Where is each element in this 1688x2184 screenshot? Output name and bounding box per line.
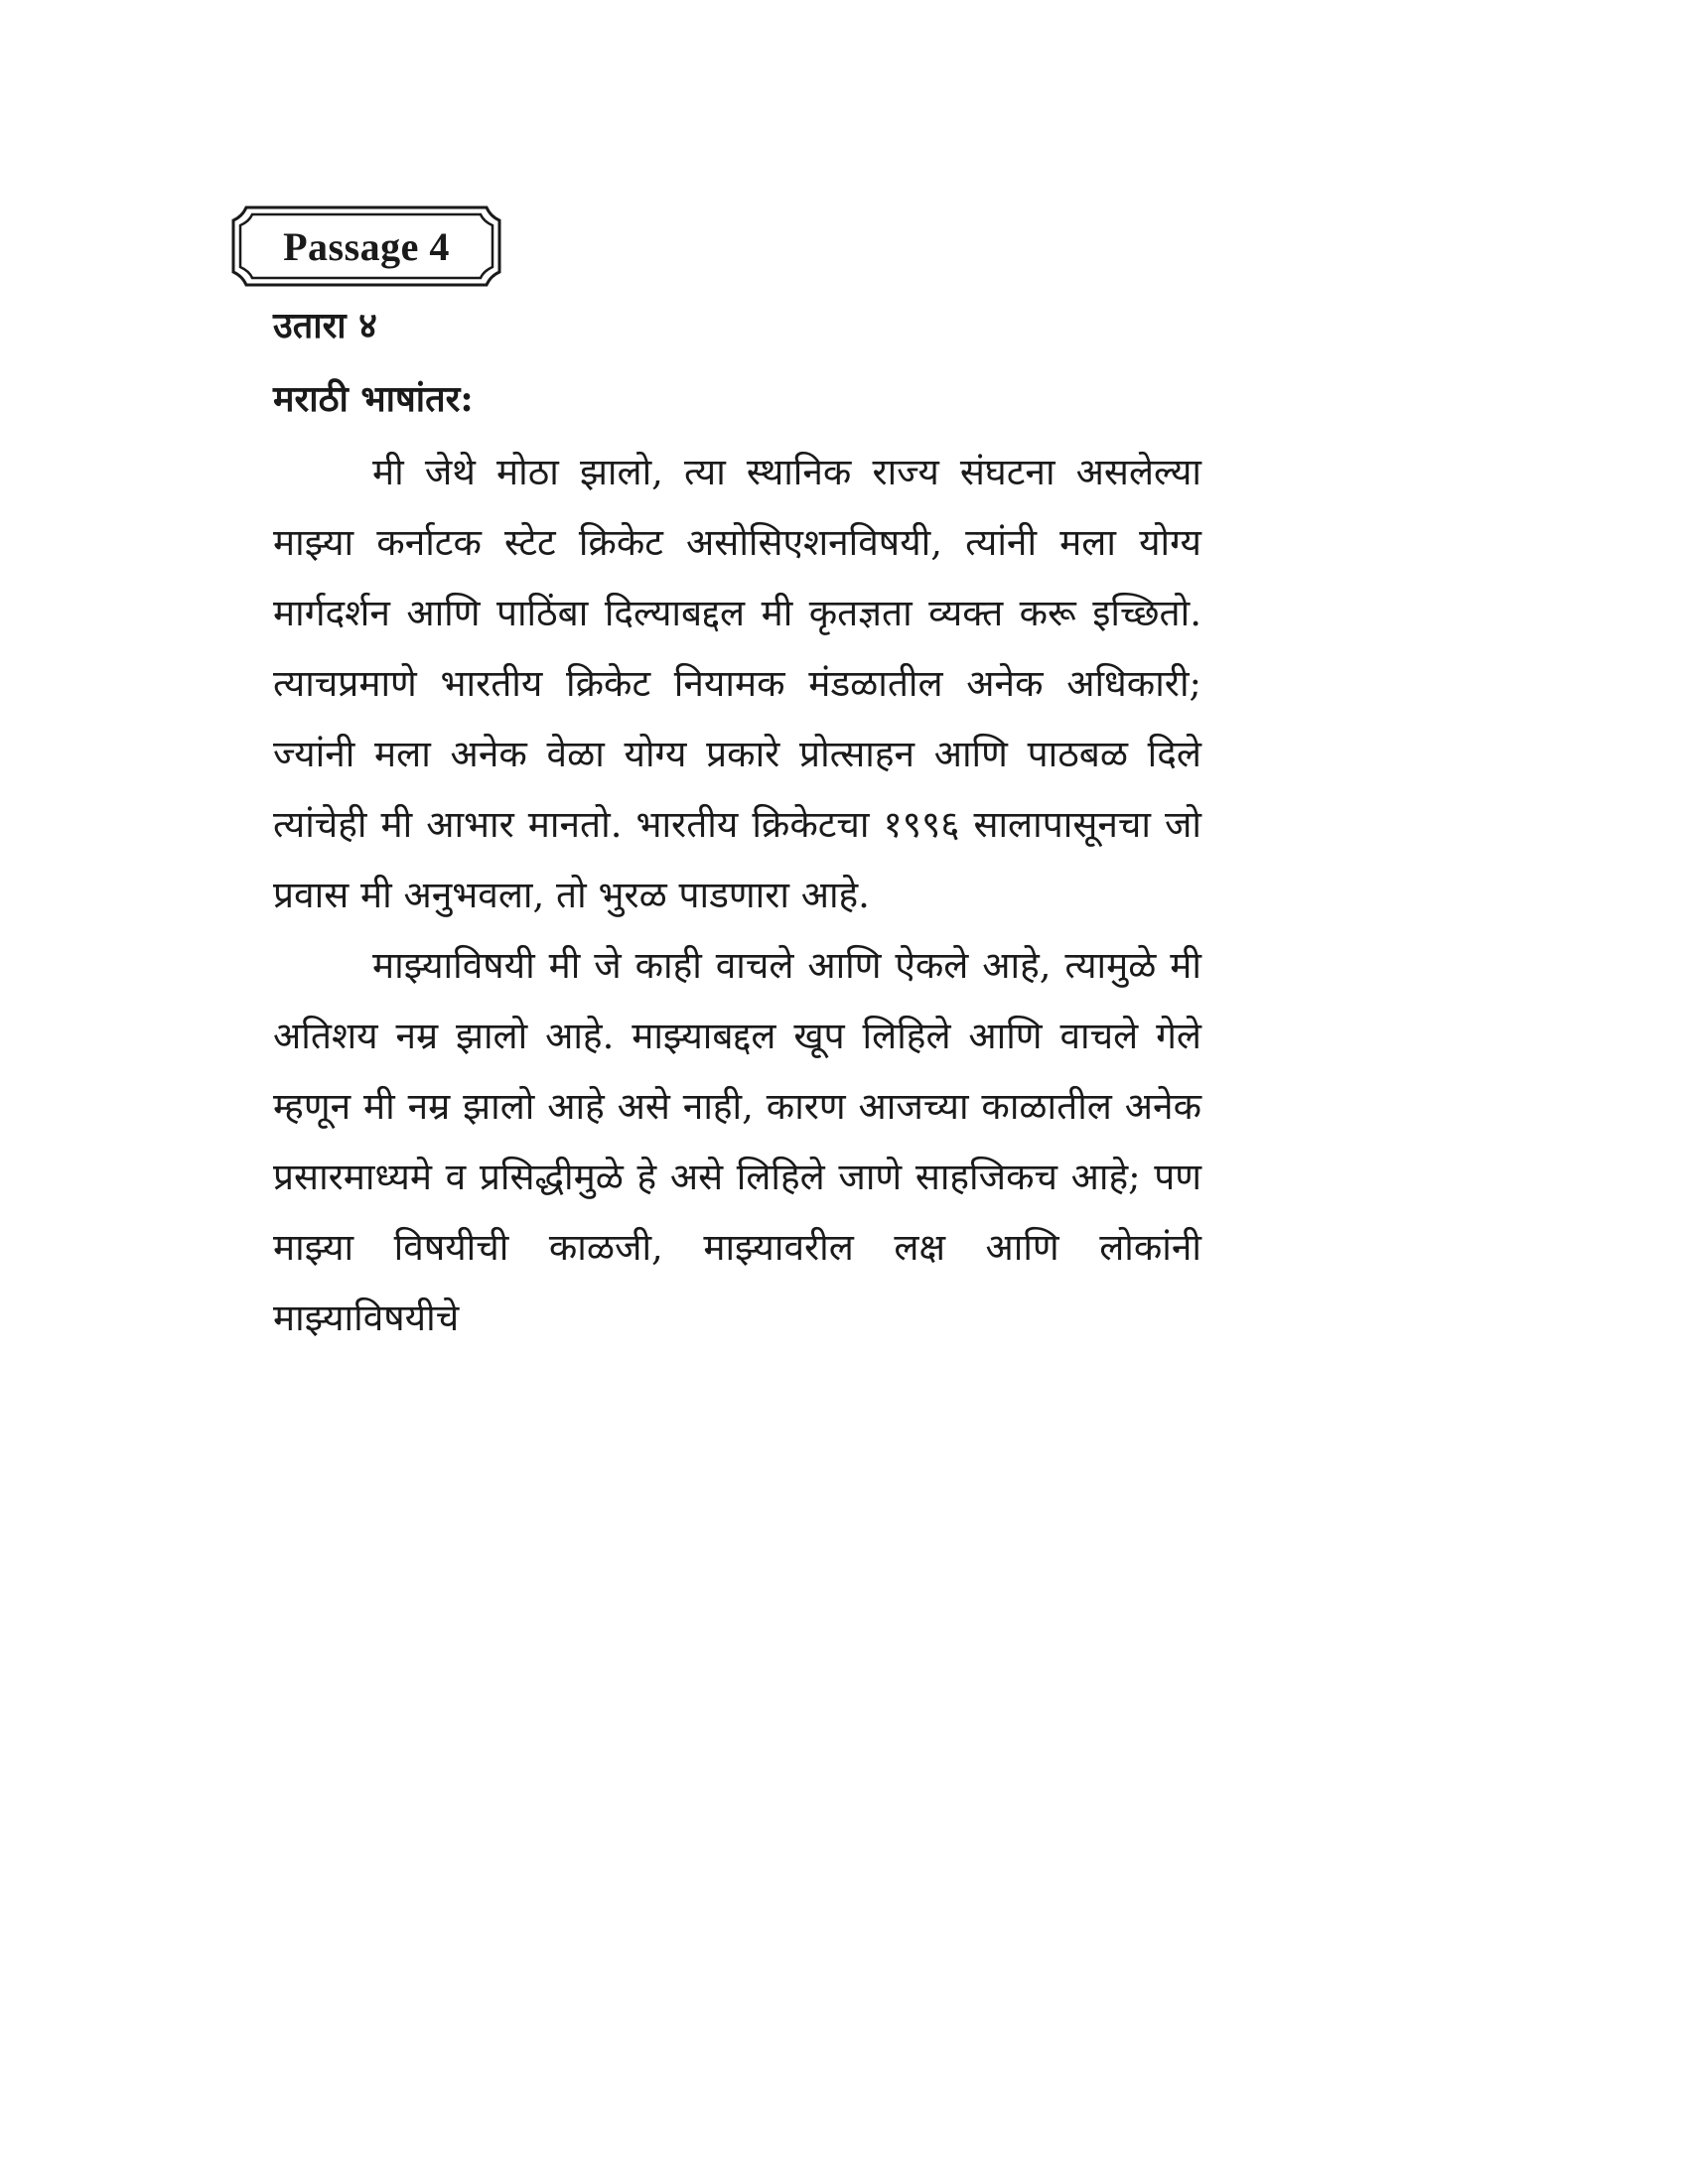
passage-body: [273, 437, 1201, 1353]
passage-badge: [230, 205, 502, 288]
paragraph-2: माझ्याविषयी मी जे काही वाचले आणि ऐकले आहे, त्यामुळे मी अतिशय नम्र झालो आहे. माझ्याबद्दल खूप लिहिले आणि वाचले गेले म्हणून मी नम्र झालो आहे असे नाही, कारण आजच्या काळातील अनेक प्रसारमाध्यमे व प्रसिद्धीमुळे हे असे लिहिले जाणे साहजिकच आहे; पण माझ्या विषयीची काळजी, माझ्यावरील लक्ष आणि लोकांनी माझ्याविषयीचे: [273, 944, 1201, 1339]
passage-badge-label: Passage 4: [283, 223, 450, 269]
translation-heading: मराठी भाषांतर:: [273, 378, 474, 420]
paragraph-1: मी जेथे मोठा झालो, त्या स्थानिक राज्य संघटना असलेल्या माझ्या कर्नाटक स्टेट क्रिकेट असोसिएशनविषयी, त्यांनी मला योग्य मार्गदर्शन आणि पाठिंबा दिल्याबद्दल मी कृतज्ञता व्यक्त करू इच्छितो. त्याचप्रमाणे भारतीय क्रिकेट नियामक मंडळातील अनेक अधिकारी; ज्यांनी मला अनेक वेळा योग्य प्रकारे प्रोत्साहन आणि पाठबळ दिले त्यांचेही मी आभार मानतो. भारतीय क्रिकेटचा १९९६ सालापासूनचा जो प्रवास मी अनुभवला, तो भुरळ पाडणारा आहे.: [273, 451, 1201, 916]
passage-number-heading: उतारा ४: [273, 305, 377, 346]
